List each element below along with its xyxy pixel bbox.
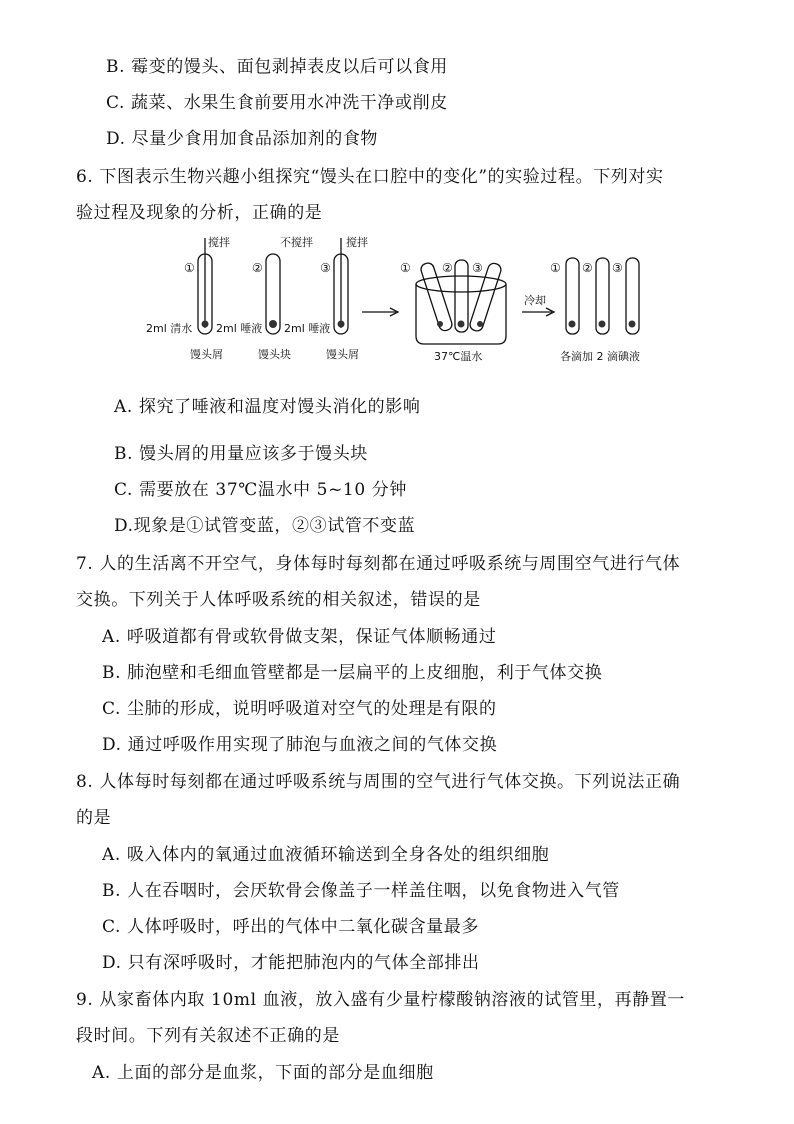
q6-option-d: D.现象是①试管变蓝，②③试管不变蓝 [114,516,416,536]
bath-label: 37℃温水 [434,350,483,363]
label-stir-1: 搅拌 [208,236,230,249]
q7-stem-line-1: 7. 人的生活离不开空气，身体每时每刻都在通过呼吸系统与周围空气进行气体 [76,554,681,574]
final-tube-number-1: ① [550,261,561,275]
experiment-figure [146,232,652,368]
q8-option-d: D. 只有深呼吸时，才能把肺泡内的气体全部排出 [102,953,480,973]
final-tube-number-3: ③ [612,261,623,275]
liquid-label-1: 2ml 清水 [146,322,193,335]
q7-option-c: C. 尘肺的形成，说明呼吸道对空气的处理是有限的 [102,699,497,719]
q6-stem-line-2: 验过程及现象的分析，正确的是 [76,203,323,223]
q7-option-a: A. 呼吸道都有骨或软骨做支架，保证气体顺畅通过 [102,627,497,647]
q8-option-c: C. 人体呼吸时，呼出的气体中二氧化碳含量最多 [102,917,480,937]
q6-option-a: A. 探究了唾液和温度对馒头消化的影响 [114,397,421,417]
q7-option-b: B. 肺泡壁和毛细血管壁都是一层扁平的上皮细胞，利于气体交换 [102,663,603,683]
q5-option-b: B. 霉变的馒头、面包剥掉表皮以后可以食用 [106,57,448,77]
q9-stem-line-2: 段时间。下列有关叙述不正确的是 [76,1026,340,1046]
bath-tube-number-2: ② [442,261,453,275]
q8-stem-line-2: 的是 [76,808,112,828]
liquid-label-2: 2ml 唾液 [216,322,263,335]
q6-option-c: C. 需要放在 37℃温水中 5~10 分钟 [114,480,407,500]
q5-option-c: C. 蔬菜、水果生食前要用水冲洗干净或削皮 [106,93,448,113]
q9-option-a: A. 上面的部分是血浆，下面的部分是血细胞 [92,1063,434,1083]
q5-option-d: D. 尽量少食用加食品添加剂的食物 [106,129,379,149]
q7-option-d: D. 通过呼吸作用实现了肺泡与血液之间的气体交换 [102,735,498,755]
bath-tube-number-3: ③ [472,261,483,275]
tube-number-1: ① [184,261,195,275]
final-label: 各滴加 2 滴碘液 [560,350,640,363]
water-bath-beaker [416,284,506,344]
q9-stem-line-1: 9. 从家畜体内取 10ml 血液，放入盛有少量柠檬酸钠溶液的试管里，再静置一 [76,990,686,1010]
tube-number-3: ③ [320,261,331,275]
q8-option-b: B. 人在吞咽时，会厌软骨会像盖子一样盖住咽，以免食物进入气管 [102,881,620,901]
solid-label-3: 馒头屑 [326,348,359,361]
bath-tube-number-1: ① [400,261,411,275]
q7-stem-line-2: 交换。下列关于人体呼吸系统的相关叙述，错误的是 [76,590,481,610]
tube-number-2: ② [252,261,263,275]
q8-option-a: A. 吸入体内的氧通过血液循环输送到全身各处的组织细胞 [102,845,550,865]
label-stir-3: 搅拌 [346,236,368,249]
label-no-stir-2: 不搅拌 [280,236,313,249]
liquid-label-3: 2ml 唾液 [284,322,331,335]
q6-option-b: B. 馒头屑的用量应该多于馒头块 [114,444,368,464]
q6-stem-line-1: 6. 下图表示生物兴趣小组探究“馒头在口腔中的变化”的实验过程。下列对实 [76,167,664,187]
solid-label-2: 馒头块 [258,348,291,361]
final-tube-number-2: ② [582,261,593,275]
cool-label: 冷却 [524,294,546,307]
q8-stem-line-1: 8. 人体每时每刻都在通过呼吸系统与周围的空气进行气体交换。下列说法正确 [76,772,681,792]
solid-label-1: 馒头屑 [190,348,223,361]
